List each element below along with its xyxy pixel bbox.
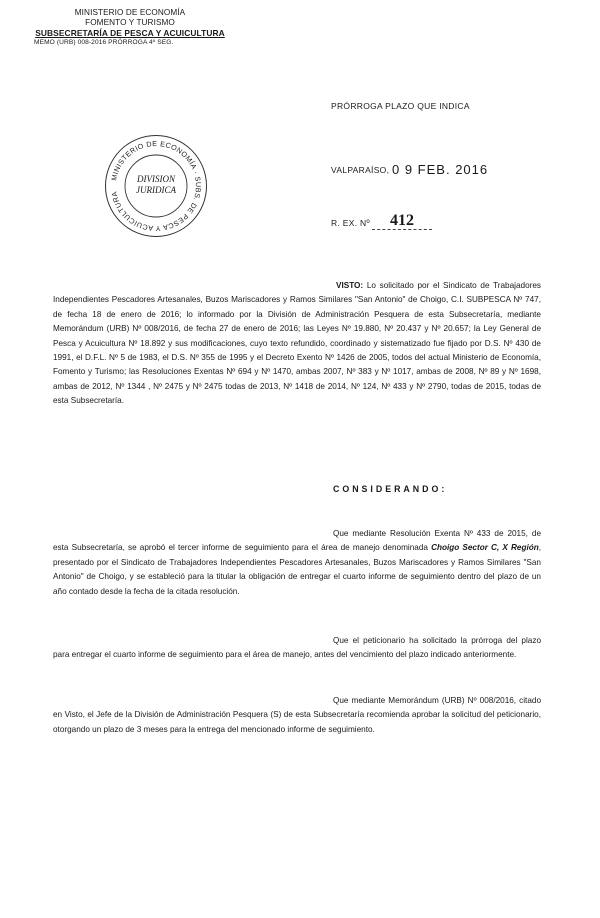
visto-paragraph [53, 279, 541, 409]
stamp-center-text [106, 174, 206, 196]
memo-reference: MEMO (URB) 008-2016 PRÓRROGA 4º SEG. [34, 39, 174, 46]
division-juridica-stamp [105, 135, 207, 237]
c1-after: , presentado por el Sindicato de Trabajadores Independientes Pescadores Artesanales, Buzos Mariscadores y Ramos Similares "San Antonio" de Choigo, y se estableció para la titular la obligación de entregar el cuarto informe de seguimiento dentro del plazo de un año contado desde la fecha de la citada resolución. [53, 543, 542, 596]
c1-before: Que mediante Resolución Exenta Nº 433 de 2015, de esta Subsecretaría, se aprobó el tercer informe de seguimiento para el área de manejo denominada [53, 529, 541, 553]
rex-label: R. EX. Nº [331, 218, 370, 228]
considerando-1 [53, 527, 541, 599]
stamp-line-1: DIVISION [137, 174, 175, 184]
stamp-line-2: JURIDICA [136, 185, 176, 195]
c2-text: Que el peticionario ha solicitado la prórroga del plazo para entregar el cuarto informe de seguimiento para el área de manejo, antes del vencimiento del plazo indicado anteriormente. [53, 636, 541, 660]
visto-text: Lo solicitado por el Sindicato de Trabajadores Independientes Pescadores Artesanales, Buzos Mariscadores y Ramos Similares "San Antonio" de Choigo, C.I. SUBPESCA Nº 747, de fecha 18 de enero de 2016; lo informado por la División de Administración Pesquera de esta Subsecretaría, mediante Memorándum (URB) Nº 008/2016, de fecha 27 de enero de 2016; las Leyes Nº 19.880, Nº 20.437 y Nº 20.657; la Ley General de Pesca y Acuicultura Nº 18.892 y sus modificaciones, cuyo texto refundido, coordinado y sistematizado fue fijado por D.S. Nº 430 de 1991, el D.F.L. Nº 5 de 1983, el D.S. Nº 355 de 1995 y el Decreto Exento Nº 1426 de 2005, todos del actual Ministerio de Economía, Fomento y Turismo; las Resoluciones Exentas Nº 694 y Nº 1470, ambas 2007, Nº 383 y Nº 1017, ambas de 2008, Nº 89 y Nº 1698, ambas de 2012, Nº 1344 , Nº 2475 y Nº 2475 todas de 2013, Nº 1418 de 2014, Nº 124, Nº 433 y Nº 2790, todas de 2015, todas de esta Subsecretaría. [53, 281, 541, 406]
ministry-line: MINISTERIO DE ECONOMÍA [74, 8, 186, 17]
resolution-number: 412 [372, 213, 432, 230]
considerando-heading: CONSIDERANDO: [333, 484, 448, 494]
letterhead [30, 8, 230, 48]
c1-area-name: Choigo Sector C, X Región [431, 543, 539, 553]
considerando-3 [53, 694, 541, 737]
visto-label: VISTO: [336, 281, 364, 290]
stamp-ring-text: MINISTERIO DE ECONOMÍA · SUBS. DE PESCA Y ACUICULTURA [109, 138, 204, 234]
subsecretaria-line: SUBSECRETARÍA DE PESCA Y ACUICULTURA [35, 28, 225, 38]
place-label: VALPARAÍSO, [331, 165, 390, 175]
c3-text: Que mediante Memorándum (URB) Nº 008/2016, citado en Visto, el Jefe de la División de Administración Pesquera (S) de esta Subsecretaría recomienda aprobar la solicitud del peticionario, otorgando un plazo de 3 meses para la entrega del mencionado informe de seguimiento. [53, 696, 541, 734]
document-date: 0 9 FEB. 2016 [392, 162, 489, 177]
subject-line: PRÓRROGA PLAZO QUE INDICA [331, 101, 470, 111]
considerando-2 [53, 634, 541, 663]
ministry-line-2: FOMENTO Y TURISMO [85, 18, 175, 27]
